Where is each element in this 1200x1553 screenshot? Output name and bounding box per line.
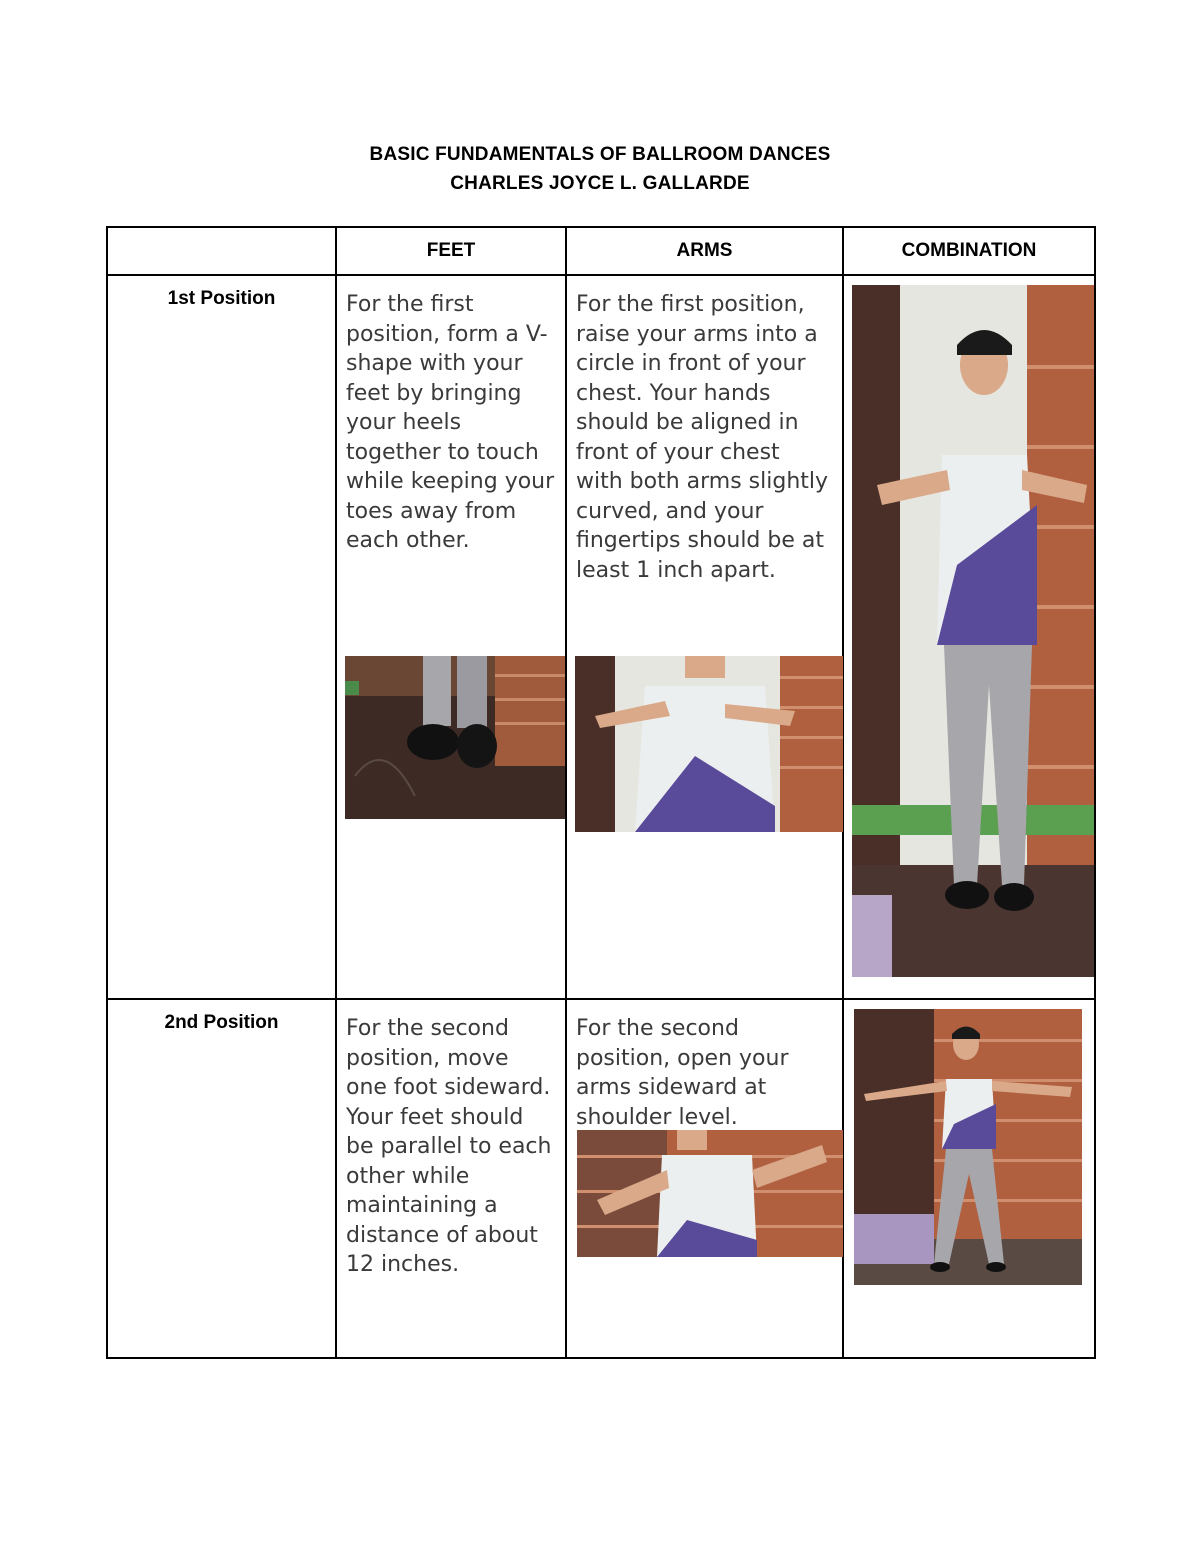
header-arms: ARMS xyxy=(566,227,843,275)
header-row xyxy=(107,227,1095,275)
feet-description-1st: For the first position, form a V-shape with your feet by bringing your heels together to touch while keeping your toes away from each other. xyxy=(346,292,555,553)
cell-feet-1st xyxy=(336,275,566,999)
row-label-1st-position: 1st Position xyxy=(107,275,336,999)
document-title: BASIC FUNDAMENTALS OF BALLROOM DANCES xyxy=(369,144,831,165)
photo-arms-2nd-position xyxy=(577,1130,843,1257)
header-empty xyxy=(107,227,336,275)
cell-arms-1st xyxy=(566,275,843,999)
document-author: CHARLES JOYCE L. GALLARDE xyxy=(450,173,750,194)
title-block xyxy=(0,140,1200,198)
arms-description-2nd: For the second position, open your arms sideward at shoulder level. xyxy=(576,1016,789,1130)
cell-combination-1st xyxy=(843,275,1095,999)
table-row xyxy=(107,275,1095,999)
header-feet: FEET xyxy=(336,227,566,275)
arms-description-1st: For the first position, raise your arms into a circle in front of your chest. Your hands should be aligned in front of your chest with both arms slightly curved, and your fingertips should be at least 1 inch apart. xyxy=(576,292,829,583)
feet-description-2nd: For the second position, move one foot sideward. Your feet should be parallel to each other while maintaining a distance of about 12 inches. xyxy=(346,1016,552,1277)
cell-arms-2nd xyxy=(566,999,843,1358)
photo-arms-1st-position xyxy=(575,656,843,832)
row-label-2nd-position: 2nd Position xyxy=(107,999,336,1358)
photo-combination-1st-position xyxy=(852,285,1094,977)
cell-feet-2nd xyxy=(336,999,566,1358)
header-combination: COMBINATION xyxy=(843,227,1095,275)
positions-table xyxy=(106,226,1096,1359)
photo-combination-2nd-position xyxy=(854,1009,1082,1285)
table-row xyxy=(107,999,1095,1358)
cell-combination-2nd xyxy=(843,999,1095,1358)
photo-feet-1st-position xyxy=(345,656,565,819)
